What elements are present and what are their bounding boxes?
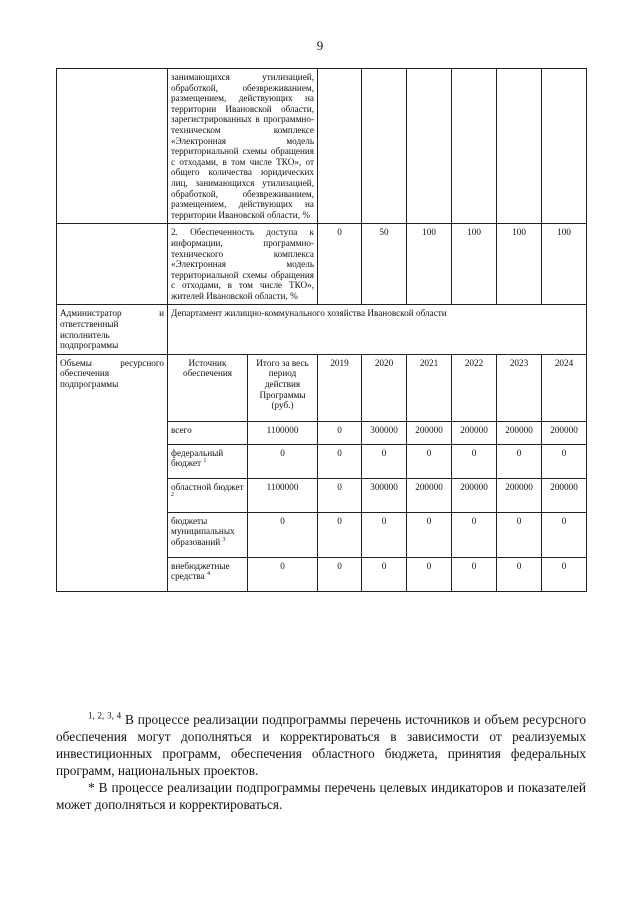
funding-value: 0 [497,557,542,591]
funding-value: 0 [407,444,452,478]
indicator-2-value: 100 [542,224,587,305]
funding-label: Объемы ресурсного обеспечения подпрограммы [57,354,168,591]
funding-source: внебюджетные средства $^4$ [168,557,248,591]
funding-value: 0 [362,512,407,557]
col-source-header: Источник обеспечения [168,354,248,421]
funding-value: 0 [452,557,497,591]
footnote-marks: 1, 2, 3, 4 [88,710,122,721]
year-header: 2023 [497,354,542,421]
funding-value: 0 [542,557,587,591]
funding-value: 0 [362,444,407,478]
year-header: 2020 [362,354,407,421]
footnote-mark: 4 [207,571,210,578]
year-header: 2019 [318,354,362,421]
funding-value: 200000 [407,478,452,512]
funding-value: 0 [318,444,362,478]
funding-value: 0 [542,512,587,557]
funding-total: 0 [248,557,318,591]
funding-total: 0 [248,512,318,557]
footnote-2: * В процессе реализации подпрограммы перечень целевых индикаторов и показателей может дополняться и корректироваться. [56,780,586,812]
year-header: 2024 [542,354,587,421]
admin-label: Администратор и ответственный исполнитель подпрограммы [57,305,168,354]
indicator-row-2 [57,224,587,305]
indicator-row-1 [57,69,587,224]
indicator-2-value: 0 [318,224,362,305]
footnote-1: $^{1, 2, 3, 4}$ В процессе реализации подпрограммы перечень источников и объем ресурсного обеспечения могут дополняться и корректироваться в зависимости от реализуемых инвестиционных программ, обеспечения областного бюджета, принятия федеральных программ, национальных проектов. [56,710,587,778]
funding-value: 200000 [542,478,587,512]
passport-table [56,68,587,592]
indicator-2-value: 100 [497,224,542,305]
funding-value: 200000 [452,421,497,444]
funding-value: 0 [318,557,362,591]
funding-value: 0 [497,512,542,557]
funding-value: 0 [497,444,542,478]
admin-row [57,305,587,354]
funding-source: всего [168,421,248,444]
funding-value: 200000 [407,421,452,444]
funding-total: 0 [248,444,318,478]
indicator-2-text: 2. Обеспеченность доступа к информации, программно-технического комплекса «Электронная модель территориальной схемы обращения с отходами, в том числе ТКО», жителей Ивановской области, % [168,224,318,305]
funding-value: 0 [318,512,362,557]
funding-value: 200000 [542,421,587,444]
indicator-1-text: занимающихся утилизацией, обработкой, обезвреживанием, размещением, действующих на территории Ивановской области, зарегистрированных в программно-техническом комплексе «Электронная модель территориальной схемы обращения с отходами, в том числе ТКО», от общего количества юридических лиц, занимающихся утилизацией, обработкой, обезвреживанием, размещением, действующих на территории Ивановской области, % [168,69,318,224]
footnote-mark: 2 [171,492,174,499]
funding-value: 0 [318,421,362,444]
year-header: 2022 [452,354,497,421]
funding-value: 0 [407,512,452,557]
funding-source: федеральный бюджет $^1$ [168,444,248,478]
page-number: 9 [316,38,324,53]
funding-value: 300000 [362,478,407,512]
funding-value: 200000 [452,478,497,512]
funding-value: 0 [452,512,497,557]
indicator-2-value: 50 [362,224,407,305]
funding-source: областной бюджет $^2$ [168,478,248,512]
funding-value: 0 [407,557,452,591]
funding-value: 300000 [362,421,407,444]
year-header: 2021 [407,354,452,421]
funding-value: 200000 [497,478,542,512]
funding-value: 0 [318,478,362,512]
col-total-header: Итого за весь период действия Программы (руб.) [248,354,318,421]
funding-header-row [57,354,587,421]
funding-value: 0 [452,444,497,478]
indicator-2-value: 100 [407,224,452,305]
indicator-2-value: 100 [452,224,497,305]
admin-value: Департамент жилищно-коммунального хозяйства Ивановской области [168,305,587,354]
funding-value: 0 [542,444,587,478]
funding-total: 1100000 [248,421,318,444]
funding-value: 0 [362,557,407,591]
footnote-mark: 3 [222,536,226,543]
footnotes [56,711,586,813]
funding-total: 1100000 [248,478,318,512]
funding-value: 200000 [497,421,542,444]
footnote-mark: 1 [203,458,207,465]
funding-source: бюджеты муниципальных образований $^3$ [168,512,248,557]
